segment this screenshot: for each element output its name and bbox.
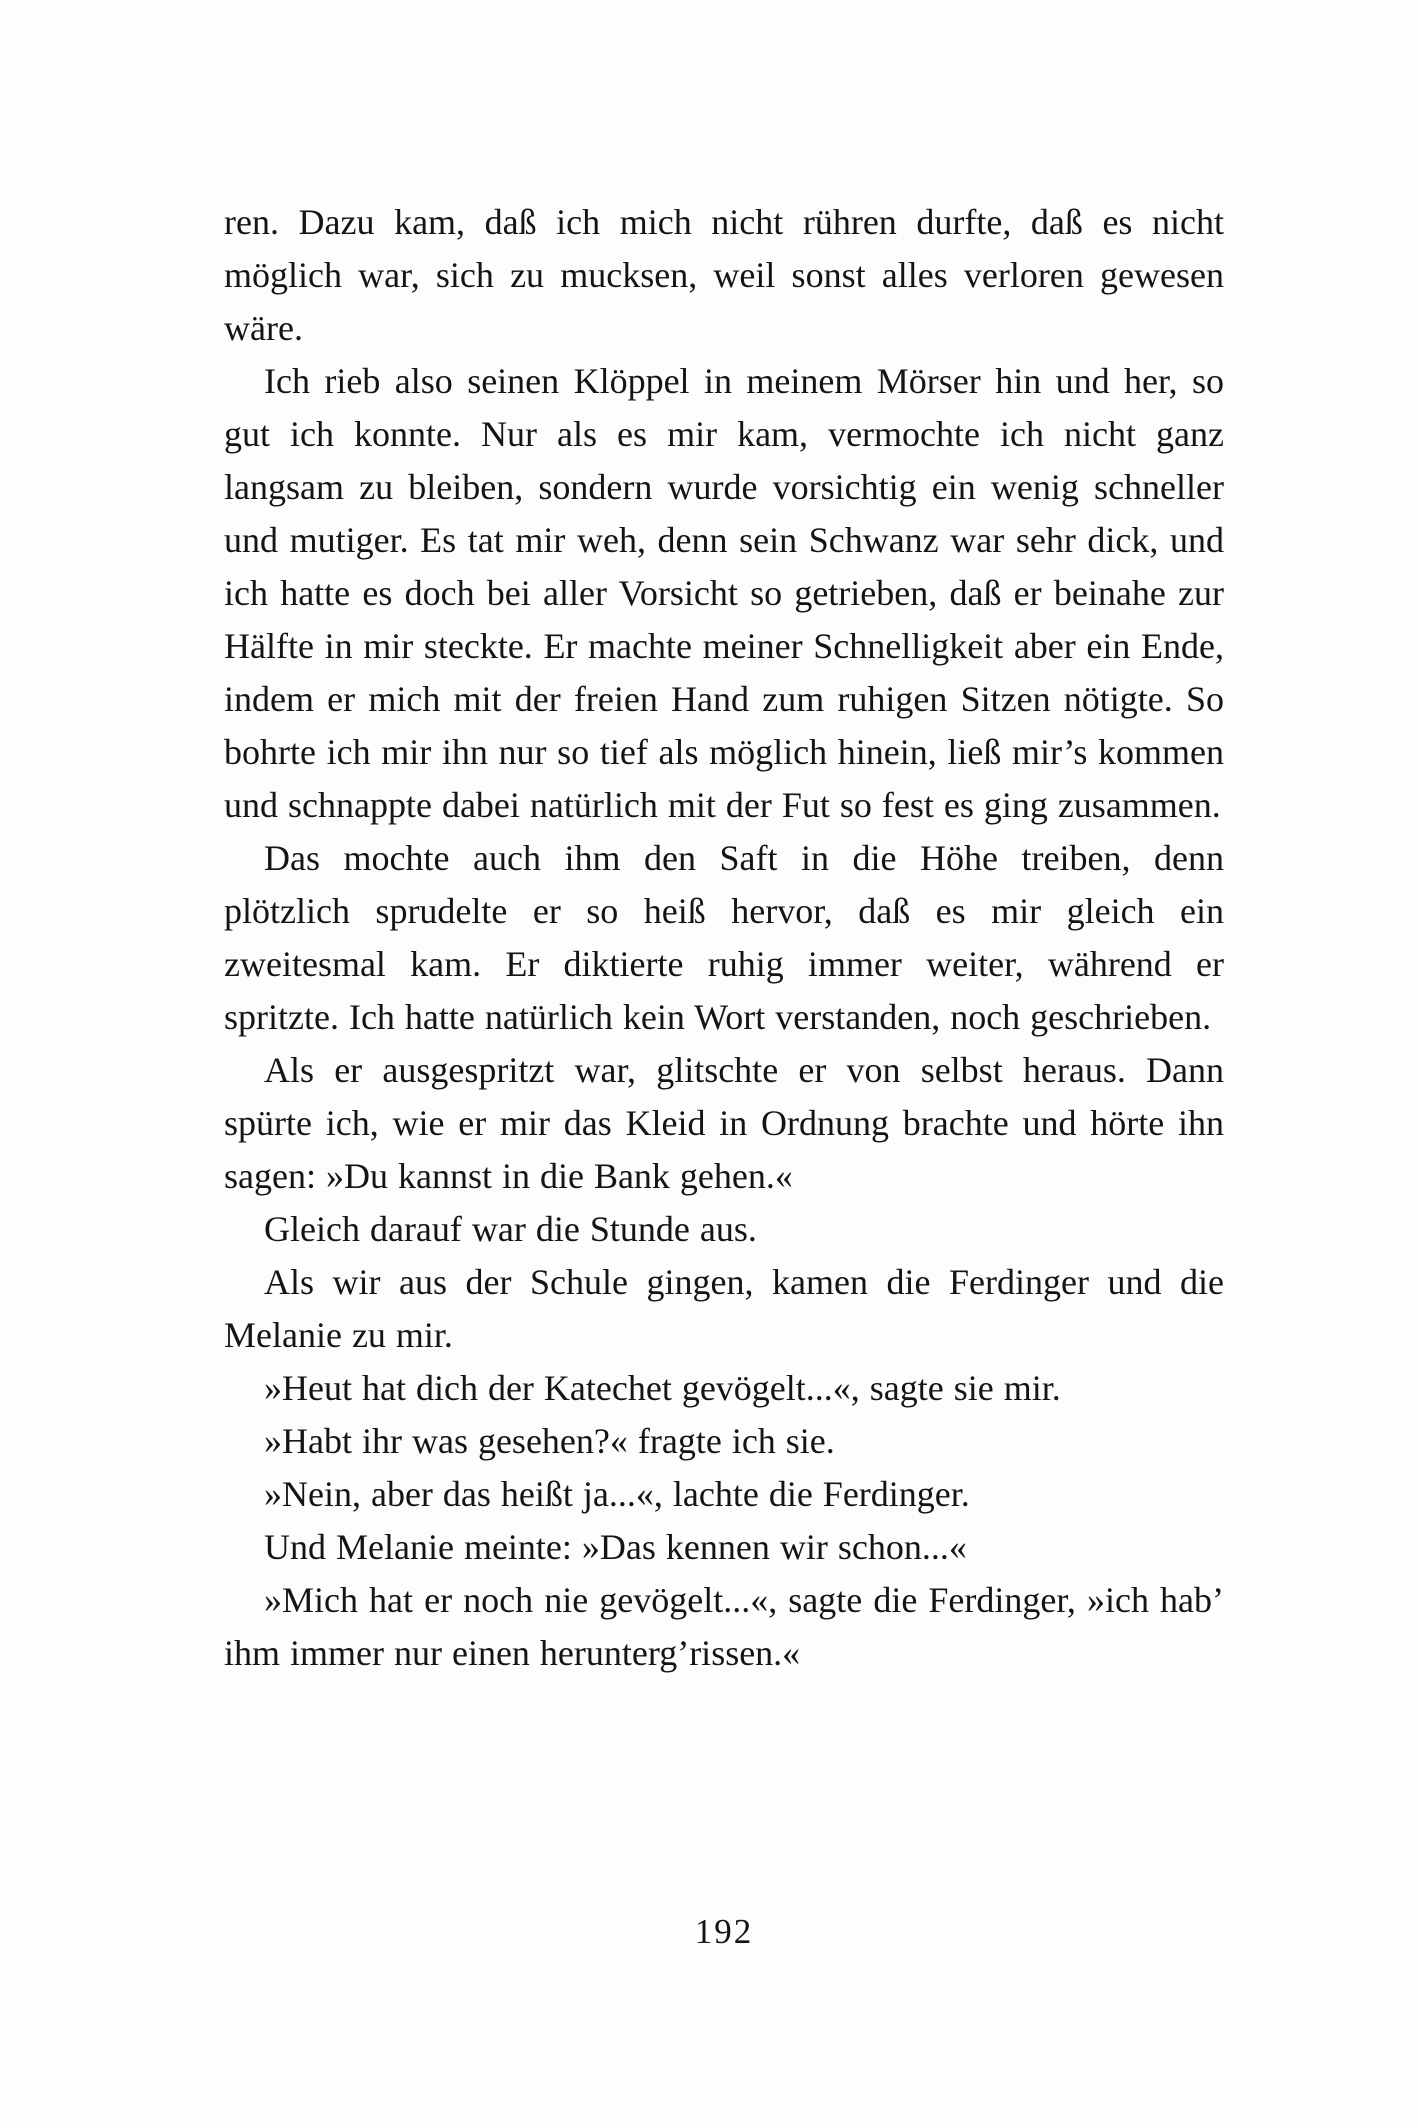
paragraph: Als er ausgespritzt war, glitschte er von selbst heraus. Dann spürte ich, wie er mir das Kleid in Ordnung brachte und hörte ihn sagen: »Du kannst in die Bank gehen.« [224, 1050, 1224, 1196]
page-number: 192 [694, 1912, 754, 1951]
paragraph: »Heut hat dich der Katechet gevögelt...«, sagte sie mir. [264, 1368, 1061, 1408]
paragraph: Als wir aus der Schule gingen, kamen die Ferdinger und die Melanie zu mir. [224, 1262, 1224, 1355]
paragraph: ren. Dazu kam, daß ich mich nicht rühren durfte, daß es nicht möglich war, sich zu mucksen, weil sonst alles verloren gewesen wäre. [224, 202, 1224, 348]
paragraph: »Nein, aber das heißt ja...«, lachte die Ferdinger. [264, 1474, 970, 1514]
paragraph: Und Melanie meinte: »Das kennen wir schon...« [264, 1527, 967, 1567]
paragraph: Ich rieb also seinen Klöppel in meinem Mörser hin und her, so gut ich konnte. Nur als es mir kam, vermochte ich nicht ganz langsam zu bleiben, sondern wurde vorsichtig ein wenig schneller und mutiger. Es tat mir weh, denn sein Schwanz war sehr dick, und ich hatte es doch bei aller Vorsicht so getrieben, daß er beinahe zur Hälfte in mir steckte. Er machte meiner Schnelligkeit aber ein Ende, indem er mich mit der freien Hand zum ruhigen Sitzen nötigte. So bohrte ich mir ihn nur so tief als möglich hinein, ließ mir’s kommen und schnappte dabei natürlich mit der Fut so fest es ging zusammen. [224, 361, 1224, 825]
body-text [224, 196, 1224, 1680]
paragraph: Das mochte auch ihm den Saft in die Höhe treiben, denn plötzlich sprudelte er so heiß hervor, daß es mir gleich ein zweitesmal kam. Er diktierte ruhig immer weiter, während er spritzte. Ich hatte natürlich kein Wort verstanden, noch geschrieben. [224, 838, 1224, 1037]
paragraph: Gleich darauf war die Stunde aus. [264, 1209, 757, 1249]
paragraph: »Mich hat er noch nie gevögelt...«, sagte die Ferdinger, »ich hab’ ihm immer nur einen herunterg’rissen.« [224, 1580, 1224, 1673]
paragraph: »Habt ihr was gesehen?« fragte ich sie. [264, 1421, 835, 1461]
